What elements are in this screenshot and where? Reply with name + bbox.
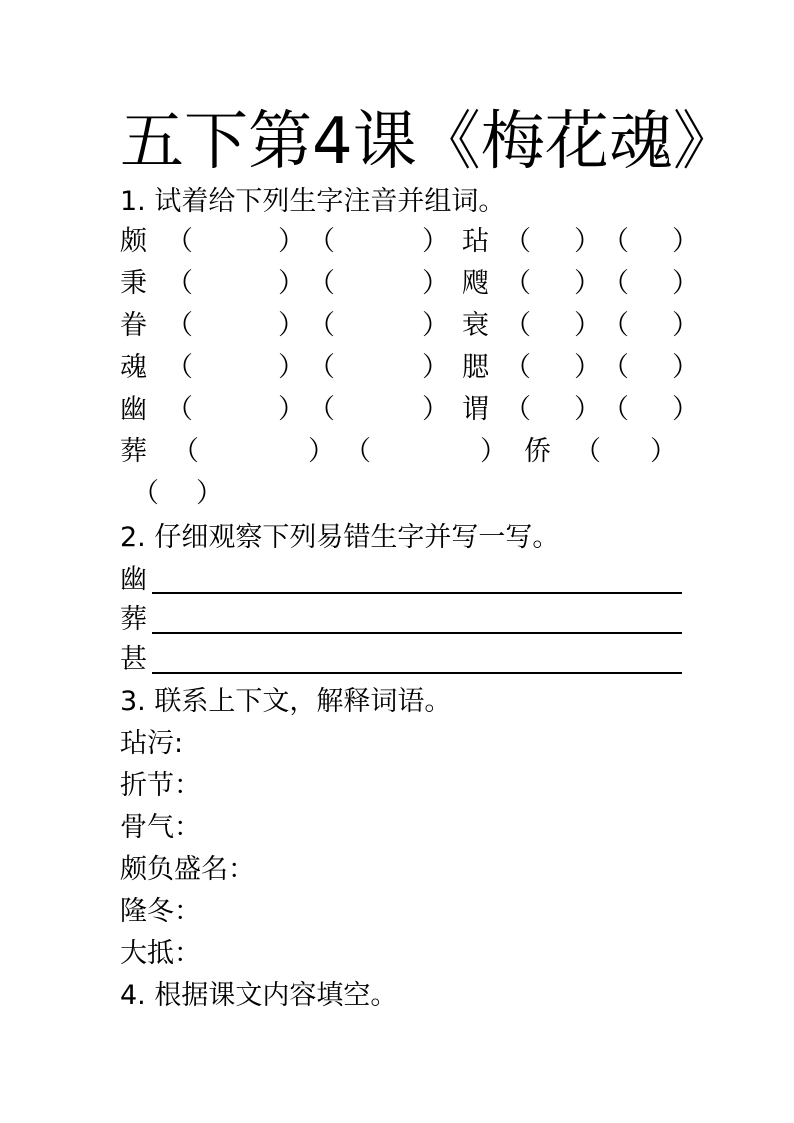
close-paren: ）: [574, 268, 601, 299]
practice-char: 幽: [120, 564, 147, 595]
close-paren: ）: [422, 226, 449, 257]
q2-heading: 2. 仔细观察下列易错生字并写一写。: [120, 522, 560, 553]
q1-row-wrap: [120, 474, 720, 514]
close-paren: ）: [308, 436, 335, 467]
close-paren: ）: [672, 226, 699, 257]
open-paren: （: [166, 226, 193, 257]
char-b: 玷: [462, 226, 489, 257]
term-item: 颇负盛名：: [120, 854, 255, 885]
open-paren: （: [172, 436, 199, 467]
open-paren: （: [132, 478, 159, 509]
char-a: 颇: [120, 226, 147, 257]
close-paren: ）: [574, 394, 601, 425]
open-paren: （: [504, 268, 531, 299]
open-paren: （: [602, 394, 629, 425]
write-line[interactable]: [152, 592, 682, 594]
open-paren: （: [308, 352, 335, 383]
close-paren: ）: [672, 352, 699, 383]
q4-heading: 4. 根据课文内容填空。: [120, 980, 398, 1011]
write-row: [120, 560, 680, 600]
practice-char: 葬: [120, 604, 147, 635]
close-paren: ）: [650, 436, 677, 467]
write-line[interactable]: [152, 672, 682, 674]
open-paren: （: [602, 226, 629, 257]
q1-row: [120, 306, 720, 346]
close-paren: ）: [278, 310, 305, 341]
write-row: [120, 640, 680, 680]
open-paren: （: [308, 226, 335, 257]
close-paren: ）: [574, 310, 601, 341]
open-paren: （: [504, 310, 531, 341]
close-paren: ）: [574, 352, 601, 383]
close-paren: ）: [672, 394, 699, 425]
open-paren: （: [602, 268, 629, 299]
char-a: 眷: [120, 310, 147, 341]
q3-heading: 3. 联系上下文，解释词语。: [120, 686, 452, 717]
close-paren: ）: [278, 394, 305, 425]
term-item: 骨气：: [120, 812, 201, 843]
char-a: 魂: [120, 352, 147, 383]
q1-row: [120, 348, 720, 388]
q1-row: [120, 264, 720, 304]
practice-char: 甚: [120, 644, 147, 675]
close-paren: ）: [422, 268, 449, 299]
term-item: 折节：: [120, 770, 201, 801]
close-paren: ）: [422, 352, 449, 383]
close-paren: ）: [422, 394, 449, 425]
char-b: 飕: [462, 268, 489, 299]
char-b: 谓: [462, 394, 489, 425]
close-paren: ）: [422, 310, 449, 341]
open-paren: （: [166, 394, 193, 425]
char-a: 秉: [120, 268, 147, 299]
open-paren: （: [166, 268, 193, 299]
open-paren: （: [308, 268, 335, 299]
open-paren: （: [308, 310, 335, 341]
close-paren: ）: [278, 226, 305, 257]
close-paren: ）: [672, 310, 699, 341]
q1-row: [120, 222, 720, 262]
close-paren: ）: [278, 352, 305, 383]
open-paren: （: [166, 310, 193, 341]
term-item: 玷污:: [120, 728, 184, 759]
open-paren: （: [504, 352, 531, 383]
close-paren: ）: [672, 268, 699, 299]
q1-row-last: [120, 432, 720, 472]
char-b: 腮: [462, 352, 489, 383]
char-a: 幽: [120, 394, 147, 425]
char-b: 衰: [462, 310, 489, 341]
open-paren: （: [574, 436, 601, 467]
close-paren: ）: [480, 436, 507, 467]
close-paren: ）: [196, 478, 223, 509]
page-title: 五下第4课《梅花魂》: [120, 105, 737, 179]
open-paren: （: [504, 394, 531, 425]
open-paren: （: [344, 436, 371, 467]
char-a: 葬: [120, 436, 147, 467]
open-paren: （: [602, 352, 629, 383]
q1-row: [120, 390, 720, 430]
write-line[interactable]: [152, 632, 682, 634]
q1-heading: 1. 试着给下列生字注音并组词。: [120, 186, 506, 217]
close-paren: ）: [278, 268, 305, 299]
term-item: 隆冬：: [120, 896, 201, 927]
open-paren: （: [602, 310, 629, 341]
open-paren: （: [308, 394, 335, 425]
open-paren: （: [166, 352, 193, 383]
close-paren: ）: [574, 226, 601, 257]
open-paren: （: [504, 226, 531, 257]
char-b: 侨: [524, 436, 551, 467]
write-row: [120, 600, 680, 640]
term-item: 大抵：: [120, 938, 201, 969]
